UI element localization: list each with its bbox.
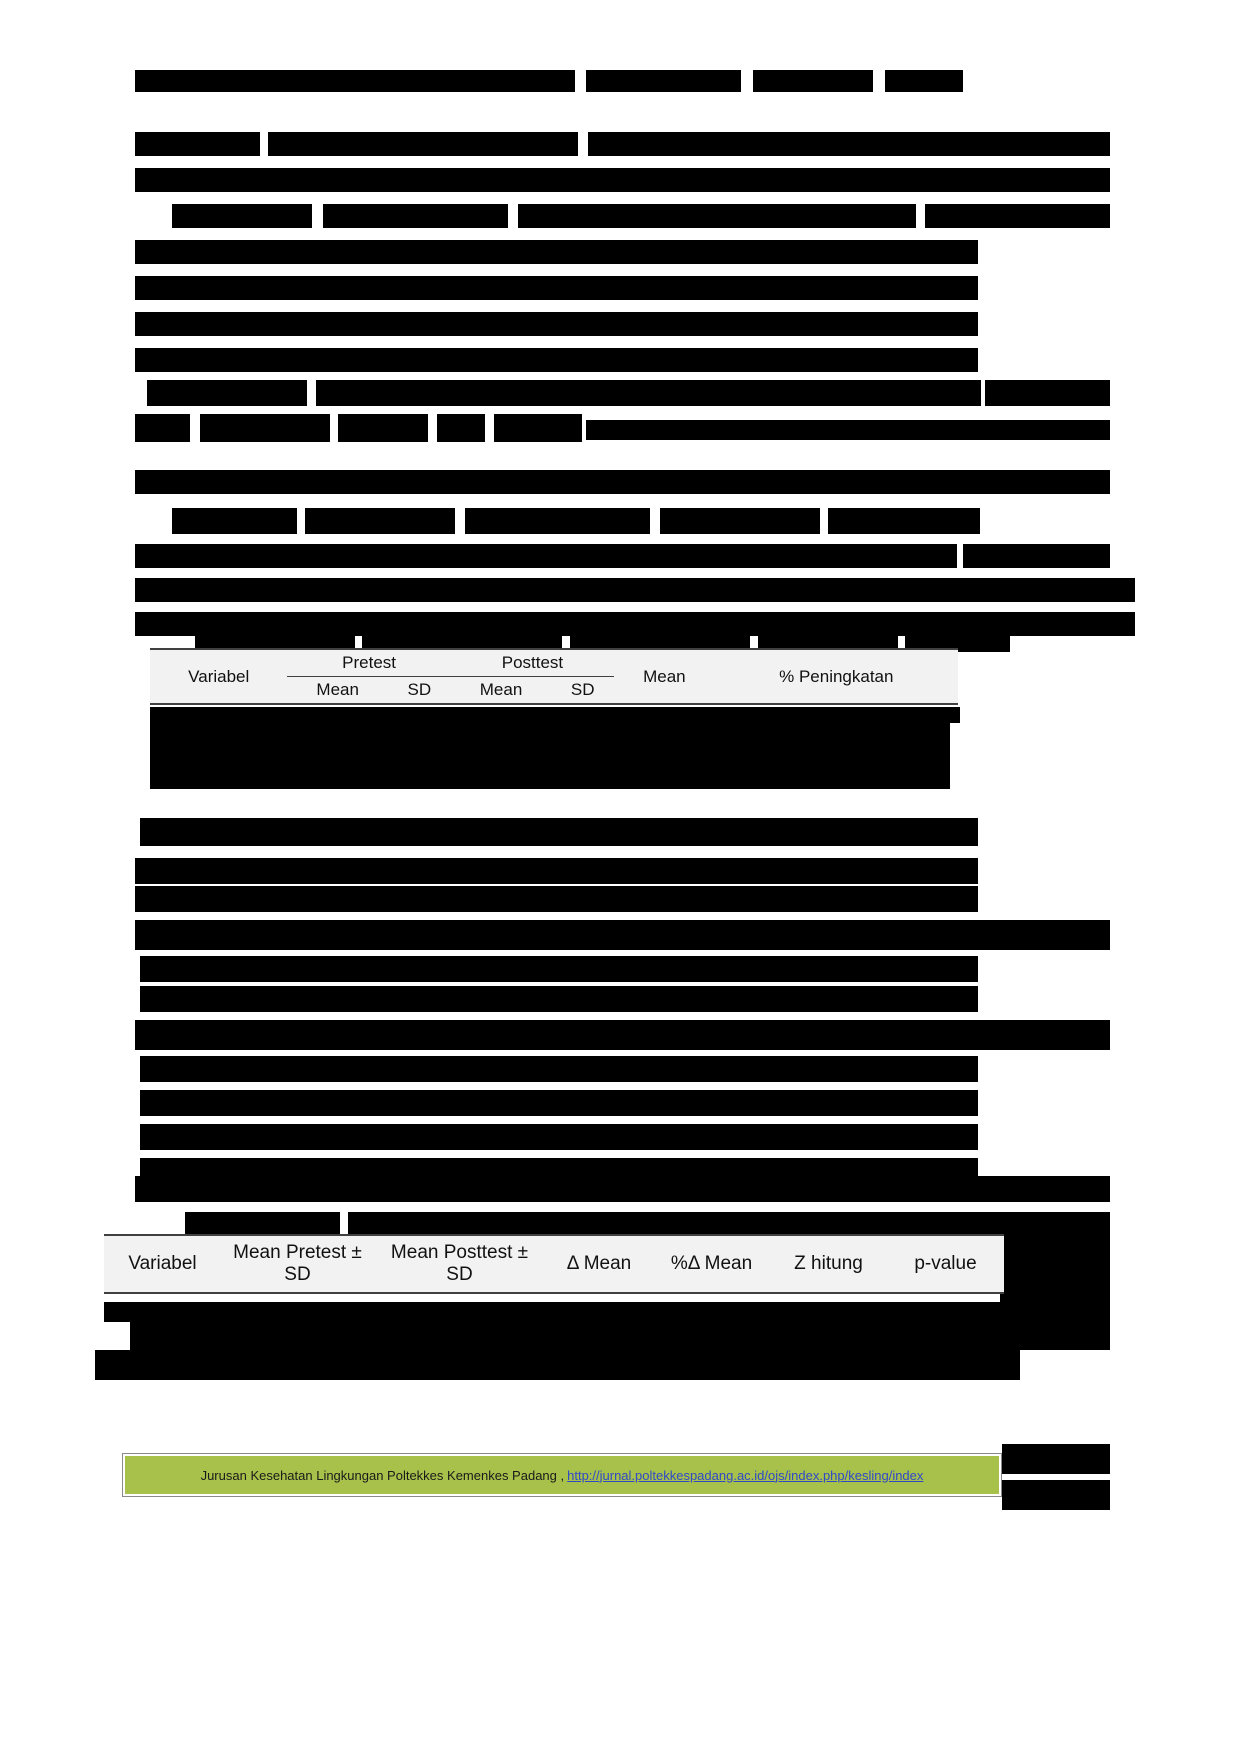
redacted-text-block bbox=[348, 1212, 1110, 1234]
redacted-text-block bbox=[135, 886, 978, 912]
redacted-text-block bbox=[140, 1090, 978, 1116]
redacted-text-block bbox=[316, 380, 981, 406]
table-row bbox=[150, 650, 958, 677]
redacted-text-block bbox=[135, 470, 1110, 494]
redacted-text-block bbox=[147, 380, 307, 406]
redacted-text-block bbox=[140, 986, 978, 1012]
footer-banner bbox=[122, 1453, 1002, 1497]
redacted-text-block bbox=[172, 508, 297, 534]
redacted-text-block bbox=[135, 276, 978, 300]
redacted-text-block bbox=[140, 956, 978, 982]
redacted-text-block bbox=[135, 544, 957, 568]
redacted-text-block bbox=[135, 858, 978, 884]
redacted-text-block bbox=[437, 414, 485, 442]
redacted-text-block bbox=[338, 414, 428, 442]
redacted-text-block bbox=[135, 1020, 1110, 1050]
redacted-text-block bbox=[885, 70, 963, 92]
redacted-text-block bbox=[135, 168, 1110, 192]
redacted-text-block bbox=[135, 348, 978, 372]
redacted-text-block bbox=[465, 508, 650, 534]
redacted-text-block bbox=[150, 707, 960, 723]
redacted-text-block bbox=[1002, 1444, 1110, 1474]
redacted-text-block bbox=[135, 70, 575, 92]
table-row bbox=[104, 1236, 1004, 1292]
redacted-text-block bbox=[1000, 1234, 1110, 1302]
redacted-text-block bbox=[135, 132, 260, 156]
redacted-text-block bbox=[135, 1176, 1110, 1202]
table-pretest-posttest bbox=[150, 648, 958, 705]
redacted-text-block bbox=[925, 204, 1110, 228]
redacted-text-block bbox=[963, 544, 1110, 568]
redacted-text-block bbox=[518, 204, 916, 228]
redacted-text-block bbox=[753, 70, 873, 92]
redacted-text-block bbox=[660, 508, 820, 534]
redacted-text-block bbox=[135, 312, 978, 336]
table1-subheader-posttest-mean: Mean bbox=[479, 680, 523, 699]
redacted-text-block bbox=[140, 818, 978, 846]
redacted-text-block bbox=[305, 508, 455, 534]
table1-subheader-pretest-mean: Mean bbox=[316, 680, 359, 699]
table1-header-peningkatan: % Peningkatan bbox=[779, 666, 894, 686]
redacted-text-block bbox=[586, 70, 741, 92]
redacted-text-block bbox=[135, 240, 978, 264]
redacted-text-block bbox=[172, 204, 312, 228]
redacted-text-block bbox=[140, 1124, 978, 1150]
redacted-text-block bbox=[588, 132, 1110, 156]
redacted-text-block bbox=[494, 414, 582, 442]
redacted-text-block bbox=[135, 920, 1110, 950]
footer-band bbox=[125, 1456, 999, 1494]
redacted-text-block bbox=[1002, 1480, 1110, 1510]
redacted-text-block bbox=[95, 1350, 1020, 1380]
table2-header-cell: p-value bbox=[914, 1253, 977, 1274]
table1-header-pretest: Pretest bbox=[287, 650, 450, 677]
table1-header-variabel: Variabel bbox=[188, 666, 250, 686]
table2-header-cell: Mean Posttest ± SD bbox=[390, 1242, 529, 1285]
table2-header-cell: Variabel bbox=[128, 1253, 197, 1274]
footer-text: Jurusan Kesehatan Lingkungan Poltekkes Kemenkes Padang , bbox=[200, 1467, 565, 1483]
redacted-text-block bbox=[104, 1302, 1110, 1322]
table-uji-wilcoxon bbox=[104, 1234, 1004, 1294]
redacted-text-block bbox=[130, 1322, 1110, 1350]
redacted-text-block bbox=[185, 1212, 340, 1234]
redacted-text-block bbox=[586, 420, 1110, 440]
redacted-text-block bbox=[200, 414, 330, 442]
footer-journal-link[interactable]: http://jurnal.poltekkespadang.ac.id/ojs/index.php/kesling/index bbox=[567, 1467, 924, 1483]
redacted-text-block bbox=[140, 1056, 978, 1082]
table1-subheader-pretest-sd: SD bbox=[407, 680, 432, 699]
redacted-text-block bbox=[828, 508, 980, 534]
redacted-text-block bbox=[985, 380, 1110, 406]
redacted-text-block bbox=[150, 723, 950, 789]
redacted-text-block bbox=[268, 132, 578, 156]
table1-header-mean: Mean bbox=[643, 666, 686, 686]
table1-subheader-posttest-sd: SD bbox=[570, 680, 595, 699]
table2-header-cell: Z hitung bbox=[794, 1253, 863, 1274]
redacted-text-block bbox=[135, 578, 225, 602]
table2-header-cell: Δ Mean bbox=[566, 1253, 632, 1274]
table1-header-posttest: Posttest bbox=[451, 650, 614, 677]
redacted-text-block bbox=[135, 578, 1135, 602]
redacted-text-block bbox=[323, 204, 508, 228]
table2-header-cell: %Δ Mean bbox=[670, 1253, 753, 1274]
table2-header-cell: Mean Pretest ± SD bbox=[233, 1242, 362, 1285]
redacted-text-block bbox=[135, 414, 190, 442]
